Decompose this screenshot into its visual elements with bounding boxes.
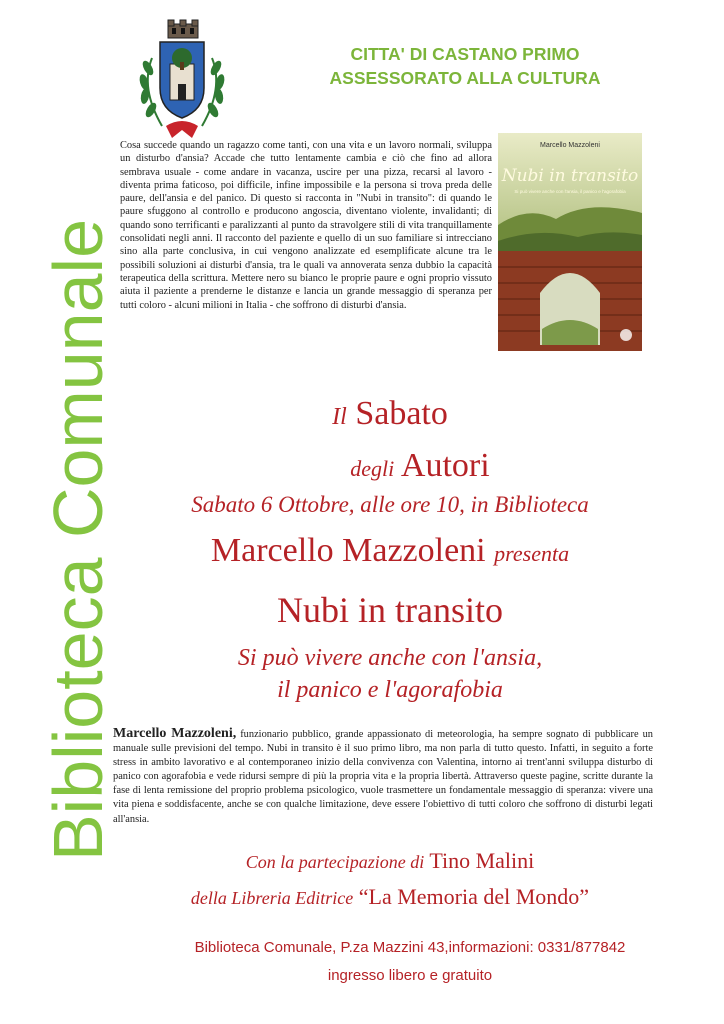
book-author: Marcello Mazzoleni bbox=[540, 142, 600, 149]
vertical-title: Biblioteca Comunale bbox=[39, 218, 117, 862]
author-bio bbox=[113, 727, 653, 827]
publisher-name: “La Memoria del Mondo” bbox=[358, 884, 590, 909]
presenta-word: presenta bbox=[494, 541, 570, 566]
guest-name: Tino Malini bbox=[429, 848, 535, 873]
header bbox=[290, 42, 640, 90]
event-sabato-line bbox=[120, 394, 660, 437]
ribbon-icon bbox=[166, 121, 198, 138]
bio-text: funzionario pubblico, grande appassionato di meteorologia, ha sempre sognato di pubblicare un manuale sulle previsioni del tempo. Nubi in transito è il suo primo libro, ma non parla di tutto questo. Infatti, in seguito a forte stress in ambito lavorativo e al contemporaneo inizio della convivenza con Valentina, intorno ai trent'anni sviluppa disturbo di panico con agorafobia e vede ridursi sempre di più la propria vita e la propria libertà. Attraverso queste pagine, scritte durante la fase di lenta remissione del proprio problema psicologico, vuole trasmettere un fondamentale messaggio di speranza: vivere una vita piena e soddisfacente, anche se con qualche limitazione, deve essere l'obiettivo di tutti coloro che soffrono di disturbi legati all'ansia. bbox=[113, 729, 653, 825]
book-title: Nubi in transito bbox=[501, 166, 639, 186]
event-date: Sabato 6 Ottobre, alle ore 10, in Biblioteca bbox=[191, 492, 589, 517]
sabato-word: Sabato bbox=[355, 395, 448, 432]
participation-intro: Con la partecipazione di bbox=[245, 852, 425, 872]
intro-paragraph: Cosa succede quando un ragazzo come tanti, con una vita e un lavoro normali, sviluppa un disturbo d'ansia? Accade che tutto lentamente cambia e ciò che fino ad allora sembrava usuale - come andare in vacanza, uscire per una pizza, recarsi al lavoro - diventa prima faticoso, poi difficile, infine impossibile e la persona si trova preda delle paure, dell'ansia e del panico. Di questo si racconta in "Nubi in transito": di quando le paure sfuggono al controllo e producono angoscia, diventano violente, invalidanti; di quando sono terrificanti e paralizzanti al punto da stravolgere stili di vita tranquillamente consolidati negli anni. Il racconto del paziente e quello di un suo familiare si intrecciano sino alla parte conclusiva, in cui vengono analizzate ed esemplificate alcune tra le possibili soluzioni ai disturbi d'ansia, tra le quali va annoverata senza dubbio la capacità terapeutica della scrittura. Mettere nero su bianco le proprie paure e ogni proprio vissuto aiuta il paziente a prenderne le distanze e lancia un grande messaggio di speranza per tutti coloro - alcuni milioni in Italia - che soffrono di disturbi d'ansia. bbox=[120, 140, 492, 311]
book-cover bbox=[498, 133, 642, 351]
crown-icon bbox=[168, 20, 198, 38]
book-subtitle: Si può vivere anche con l'ansia, il panico e l'agorafobia bbox=[514, 189, 626, 194]
department-name: ASSESSORATO ALLA CULTURA bbox=[329, 68, 601, 88]
event-autori-line bbox=[120, 446, 660, 489]
degli-word: degli bbox=[350, 456, 395, 481]
bio-name: Marcello Mazzoleni, bbox=[113, 726, 237, 741]
publisher-intro: della Libreria Editrice bbox=[190, 888, 354, 908]
autori-word: Autori bbox=[400, 447, 490, 484]
footer-entry: ingresso libero e gratuito bbox=[327, 967, 493, 984]
il-word: Il bbox=[332, 404, 347, 430]
publisher-line bbox=[120, 883, 660, 912]
author-name: Marcello Mazzoleni bbox=[210, 532, 486, 569]
municipal-crest bbox=[132, 18, 232, 146]
participation-line bbox=[120, 847, 660, 876]
book-title-heading: Nubi in transito bbox=[277, 590, 503, 630]
footer-address: Biblioteca Comunale, P.za Mazzini 43,informazioni: 0331/877842 bbox=[194, 939, 626, 956]
presenter-line bbox=[120, 531, 660, 574]
tagline-line1: Si può vivere anche con l'ansia, bbox=[237, 645, 543, 671]
tagline-line2: il panico e l'agorafobia bbox=[277, 677, 503, 703]
city-name: CITTA' DI CASTANO PRIMO bbox=[350, 44, 580, 64]
